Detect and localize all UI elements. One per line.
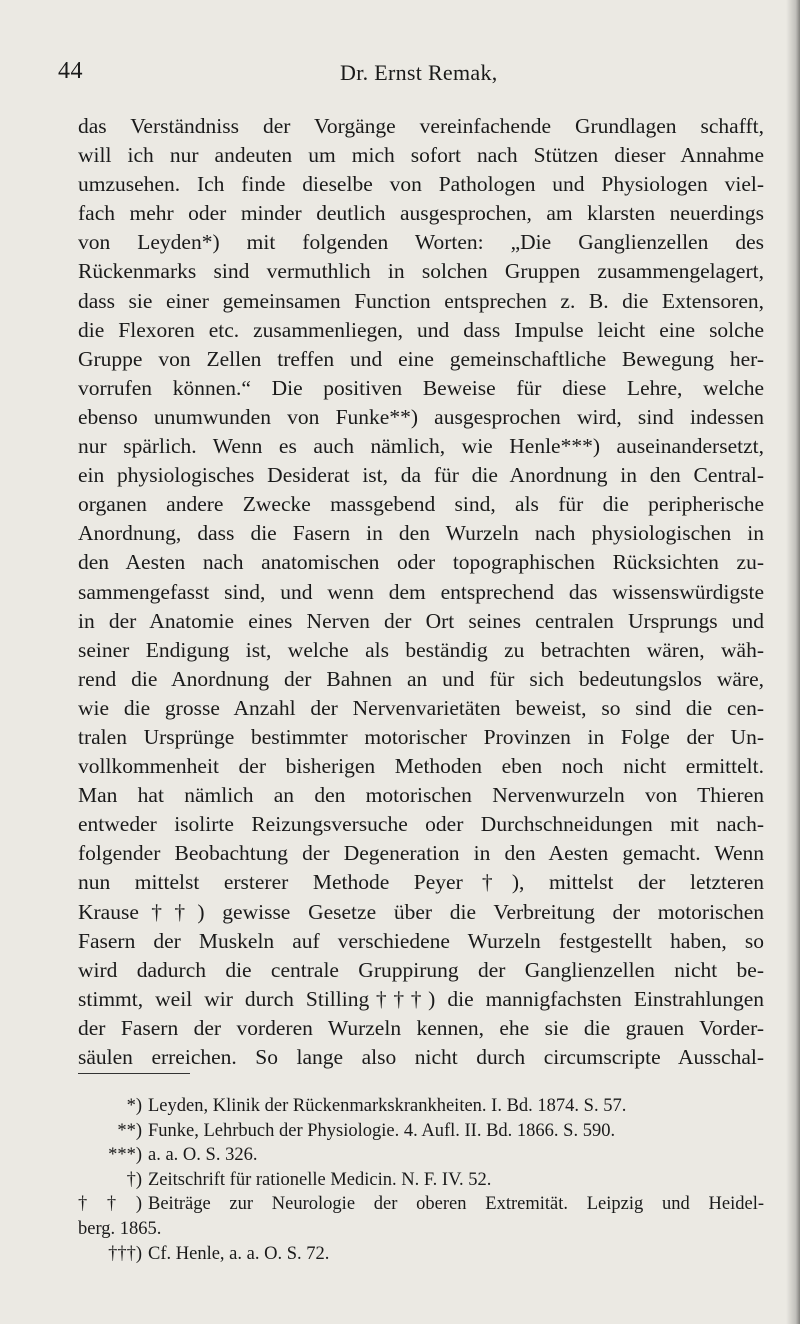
page-header: [58, 58, 768, 92]
footnote: [78, 1143, 764, 1168]
footnote-text: Beiträge zur Neurologie der oberen Extremität. Leipzig und Heidel-: [148, 1194, 764, 1215]
text-line: entweder isolirte Reizungsversuche oder Durchschneidungen mit nach-: [78, 812, 764, 837]
footnote-continuation: [78, 1217, 764, 1242]
text-line: nur spärlich. Wenn es auch nämlich, wie Henle***) auseinandersetzt,: [78, 434, 764, 459]
text-line: fach mehr oder minder deutlich ausgesprochen, am klarsten neuerdings: [78, 201, 764, 226]
text-line: ein physiologisches Desiderat ist, da für die Anordnung in den Central-: [78, 463, 764, 488]
text-line: Anordnung, dass die Fasern in den Wurzeln nach physiologischen in: [78, 521, 764, 546]
text-line: das Verständniss der Vorgänge vereinfachende Grundlagen schafft,: [78, 114, 764, 138]
text-line: Rückenmarks sind vermuthlich in solchen Gruppen zusammengelagert,: [78, 259, 764, 284]
text-line: Gruppe von Zellen treffen und eine gemeinschaftliche Bewegung her-: [78, 346, 764, 371]
text-line: will ich nur andeuten um mich sofort nach Stützen dieser Annahme: [78, 143, 764, 168]
footnote-text: a. a. O. S. 326.: [148, 1145, 258, 1166]
text-line: der Fasern der vorderen Wurzeln kennen, ehe sie die grauen Vorder-: [78, 1015, 764, 1040]
text-line: folgender Beobachtung der Degeneration in den Aesten gemacht. Wenn: [78, 841, 764, 866]
text-line: vorrufen können.“ Die positiven Beweise für diese Lehre, welche: [78, 375, 764, 400]
text-line: umzusehen. Ich finde dieselbe von Pathologen und Physiologen viel-: [78, 172, 764, 197]
text-line: säulen erreichen. So lange also nicht durch circumscripte Ausschal-: [78, 1045, 764, 1069]
footnote-separator: [78, 1073, 190, 1074]
footnote-text: Zeitschrift für rationelle Medicin. N. F. IV. 52.: [148, 1169, 492, 1190]
text-line: wird dadurch die centrale Gruppirung der Ganglienzellen nicht be-: [78, 957, 764, 982]
text-line: stimmt, weil wir durch Stilling†††) die mannigfachsten Einstrahlungen: [78, 986, 764, 1011]
text-line: die Flexoren etc. zusammenliegen, und dass Impulse leicht eine solche: [78, 317, 764, 342]
footnote: [78, 1242, 764, 1267]
footnote-text: Funke, Lehrbuch der Physiologie. 4. Aufl. II. Bd. 1866. S. 590.: [148, 1120, 616, 1141]
body-text: [78, 112, 764, 1072]
text-line: vollkommenheit der bisherigen Methoden eben noch nicht ermittelt.: [78, 754, 764, 779]
footnote: [78, 1119, 764, 1144]
text-line: nun mittelst ersterer Methode Peyer†), mittelst der letzteren: [78, 870, 764, 895]
text-line: von Leyden*) mit folgenden Worten: „Die Ganglienzellen des: [78, 230, 764, 255]
running-head: Dr. Ernst Remak,: [340, 60, 498, 85]
text-line: wie die grosse Anzahl der Nervenvarietäten beweist, so sind die cen-: [78, 695, 764, 720]
footnote-mark: *): [126, 1096, 142, 1116]
text-line: tralen Ursprünge bestimmter motorischer Provinzen in Folge der Un-: [78, 724, 764, 749]
footnote: [78, 1094, 764, 1119]
text-line: den Aesten nach anatomischen oder topographischen Rücksichten zu-: [78, 550, 764, 575]
footnote: [78, 1192, 764, 1217]
text-line: seiner Endigung ist, welche als beständig zu betrachten wären, wäh-: [78, 637, 764, 662]
footnotes: [78, 1094, 764, 1266]
footnote-mark: **): [117, 1120, 142, 1141]
page-edge-shadow: [786, 0, 800, 1324]
footnote-mark: †††): [108, 1243, 142, 1264]
footnote-mark: ***): [108, 1145, 142, 1166]
footnote: [78, 1168, 764, 1193]
text-line: in der Anatomie eines Nerven der Ort seines centralen Ursprungs und: [78, 608, 764, 633]
text-line: organen andere Zwecke massgebend sind, als für die peripherische: [78, 492, 764, 517]
text-line: Krause††) gewisse Gesetze über die Verbreitung der motorischen: [78, 899, 764, 924]
footnote-mark: ††): [78, 1194, 142, 1215]
text-line: dass sie einer gemeinsamen Function entsprechen z. B. die Extensoren,: [78, 288, 764, 313]
page-number: 44: [58, 58, 83, 84]
footnote-text: Leyden, Klinik der Rückenmarkskrankheiten. I. Bd. 1874. S. 57.: [148, 1096, 627, 1116]
text-line: sammengefasst sind, und wenn dem entsprechend das wissenswürdigste: [78, 579, 764, 604]
footnote-text: berg. 1865.: [78, 1218, 162, 1239]
footnote-mark: †): [126, 1169, 142, 1190]
footnote-text: Cf. Henle, a. a. O. S. 72.: [148, 1243, 330, 1264]
text-line: rend die Anordnung der Bahnen an und für sich bedeutungslos wäre,: [78, 666, 764, 691]
text-line: ebenso unumwunden von Funke**) ausgesprochen wird, sind indessen: [78, 404, 764, 429]
text-line: Man hat nämlich an den motorischen Nervenwurzeln von Thieren: [78, 783, 764, 808]
text-line: Fasern der Muskeln auf verschiedene Wurzeln festgestellt haben, so: [78, 928, 764, 953]
